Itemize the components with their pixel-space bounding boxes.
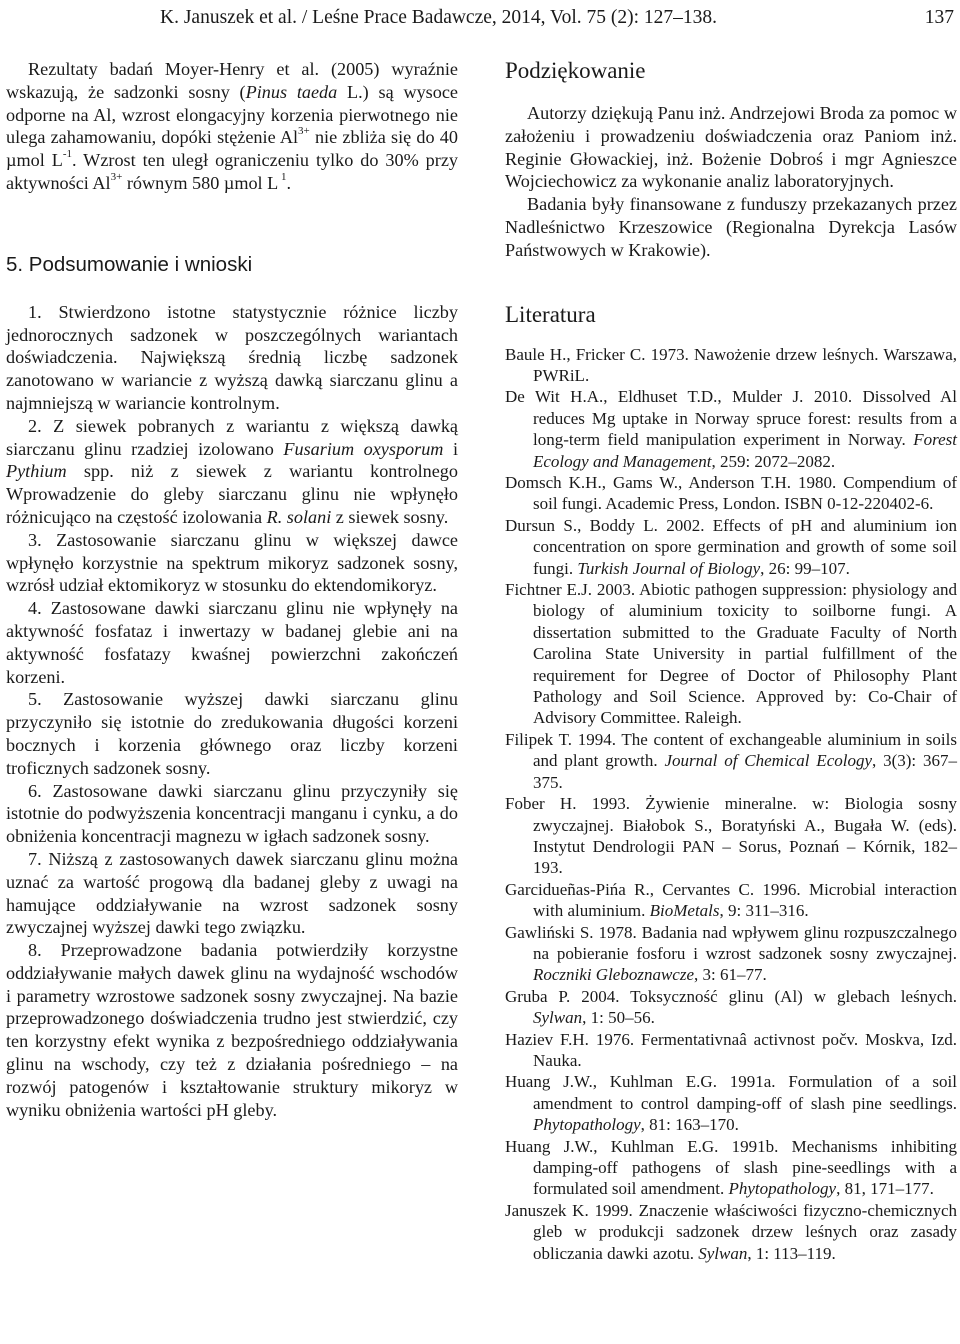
reference-item: Huang J.W., Kuhlman E.G. 1991b. Mechanisms inhibiting damping-off pathogens of slash pine-seedlings with a formulated soil amendment. Phytopathology, 81, 171–177. — [505, 1136, 957, 1199]
section-heading-conclusions: 5. Podsumowanie i wnioski — [6, 252, 253, 276]
reference-item: Januszek K. 1999. Znaczenie właściwości fizyczno-chemicznych gleb w produkcji sadzonek drzew leśnych oraz zasady obliczania dawki azotu. Sylwan, 1: 113–119. — [505, 1200, 957, 1263]
reference-item: Gruba P. 2004. Toksyczność glinu (Al) w glebach leśnych. Sylwan, 1: 50–56. — [505, 986, 957, 1028]
reference-item: Fichtner E.J. 2003. Abiotic pathogen suppression: physiology and biology of aluminium toxicity to soilborne fungi. A dissertation submitted to the Graduate Faculty of North Carolina State University in partial fulfillment of the requirement for Degree of Doctor of Philosophy Plant Pathology and Soil Science. Approved by: Co-Chair of Advisory Committee. Raleigh. — [505, 580, 957, 728]
conclusion-8: 8. Przeprowadzone badania potwierdziły korzystne oddziaływanie małych dawek glinu na wydajność wschodów i parametry wzrostowe sadzonek sosny zwyczajnej. Na bazie przeprowadzonego doświadczenia trudno jest stwierdzić, czy ten korzystny efekt wynika z bezpośredniego oddziaływania glinu na wschody, czy też z działania pośredniego – na rozwój patogenów i kształtowanie struktury mikoryz w wyniku obniżenia wartości pH gleby. — [6, 940, 458, 1120]
reference-list — [505, 344, 957, 1264]
reference-item: Filipek T. 1994. The content of exchangeable aluminium in soils and plant growth. Journal of Chemical Ecology, 3(3): 367–375. — [505, 729, 958, 792]
left-column — [6, 58, 458, 1121]
reference-item: Baule H., Fricker C. 1973. Nawożenie drzew leśnych. Warszawa, PWRiL. — [505, 344, 957, 385]
conclusion-6: 6. Zastosowane dawki siarczanu glinu przyczyniły się istotnie do podwyższenia koncentracji manganu i cynku, a do obniżenia koncentracji magnezu w igłach sadzonek sosny. — [6, 780, 458, 847]
running-header — [0, 4, 960, 32]
conclusion-3: 3. Zastosowanie siarczanu glinu w większej dawce wpłynęło korzystnie na spektrum mikoryz sadzonek sosny, wzrósł udział ektomikoryz w stosunku do ektendomikoryz. — [6, 529, 458, 596]
reference-item: Domsch K.H., Gams W., Anderson T.H. 1980. Compendium of soil fungi. Academic Press, London. ISBN 0-12-220402-6. — [505, 473, 957, 514]
conclusion-5: 5. Zastosowanie wyższej dawki siarczanu glinu przyczyniło się istotnie do zredukowania długości korzeni bocznych i korzenia głównego oraz liczby korzeni troficznych sadzonek sosny. — [6, 689, 458, 778]
intro-paragraph: Rezultaty badań Moyer-Henry et al. (2005) wyraźnie wskazują, że sadzonki sosny (Pinus taeda L.) są wysoce odporne na Al, wzrost elongacyjny korzenia pierwotnego nie ulega zahamowaniu, dopóki stężenie $Al^{3+}$ nie zbliża się do 40 µmol $L^{-1}$. Wzrost ten uległ ograniczeniu tylko do 30% przy aktywności $Al^{3+}$ równym 580 µmol L $^1$. — [6, 59, 458, 193]
literature-heading: Literatura — [505, 301, 596, 327]
right-column — [505, 58, 957, 1264]
reference-item: De Wit H.A., Eldhuset T.D., Mulder J. 2010. Dissolved Al reduces Mg uptake in Norway spruce forest: results from a long-term field manipulation experiment in Norway. Forest Ecology and Management, 259: 2072–2082. — [505, 387, 957, 471]
conclusion-2: 2. Z siewek pobranych z wariantu z większą dawką siarczanu glinu rzadziej izolowano Fusarium oxysporum i Pythium spp. niż z siewek z wariantu kontrolnego Wprowadzenie do gleby siarczanu glinu nie wpłynęło różnicująco na częstość izolowania R. solani z siewek sosny. — [6, 415, 459, 527]
reference-item: Gawliński S. 1978. Badania nad wpływem glinu rozpuszczalnego na pobieranie fosforu i wzrost sadzonek sosny zwyczajnej. Roczniki Gleboznawcze, 3: 61–77. — [505, 922, 957, 985]
species-name: Pinus taeda — [245, 81, 338, 102]
conclusion-7: 7. Niższą z zastosowanych dawek siarczanu glinu można uznać za wartość progową dla badanej gleby z uwagi na hamujące oddziaływanie na wzrost sadzonek sosny zwyczajnej wyższej dawki tego związku. — [6, 848, 458, 938]
acknowledgements-paragraph-1: Autorzy dziękują Panu inż. Andrzejowi Broda za pomoc w założeniu i prowadzeniu doświadczenia oraz Paniom inż. Reginie Głowackiej, inż. Bożenie Dobroś i mgr Agnieszce Wojciechowicz za wykonanie analiz laboratoryjnych. — [505, 103, 957, 192]
running-title: K. Januszek et al. / Leśne Prace Badawcze, 2014, Vol. 75 (2): 127–138. — [160, 7, 718, 28]
page-number: 137 — [924, 7, 954, 28]
acknowledgements-heading: Podziękowanie — [505, 58, 646, 83]
acknowledgements-paragraph-2: Badania były finansowane z funduszy przekazanych przez Nadleśnictwo Krzeszowice (Regionalna Dyrekcja Lasów Państwowych w Krakowie). — [505, 194, 957, 260]
reference-item: Haziev F.H. 1976. Fermentativnaâ activnost počv. Moskva, Izd. Nauka. — [505, 1029, 957, 1070]
reference-item: Fober H. 1993. Żywienie mineralne. w: Biologia sosny zwyczajnej. Białobok S., Boratyński A., Bugała W. (eds). Instytut Dendrologii PAN – Sorus, Poznań – Kórnik, 182–193. — [505, 794, 957, 878]
conclusion-4: 4. Zastosowane dawki siarczanu glinu nie wpłynęły na aktywność fosfataz i inwertazy w badanej glebie ani na aktywność fosfatazy kwaśnej powierzchni zakończeń korzeni. — [6, 598, 458, 687]
reference-item: Dursun S., Boddy L. 2002. Effects of pH and aluminium ion concentration on spore germination and growth of some soil fungi. Turkish Journal of Biology, 26: 99–107. — [505, 515, 957, 578]
reference-item: Garcidueñas-Pińa R., Cervantes C. 1996. Microbial interaction with aluminium. BioMetals, 9: 311–316. — [505, 879, 957, 921]
conclusion-1: 1. Stwierdzono istotne statystycznie różnice liczby jednorocznych sadzonek w poszczególnych wariantach doświadczenia. Największą średnią liczbę sadzonek zanotowano w wariancie z wyższą dawką siarczanu glinu a najmniejszą w wariancie kontrolnym. — [6, 301, 458, 413]
reference-item: Huang J.W., Kuhlman E.G. 1991a. Formulation of a soil amendment to control damping-off of slash pine seedlings. Phytopathology, 81: 163–170. — [505, 1072, 957, 1135]
